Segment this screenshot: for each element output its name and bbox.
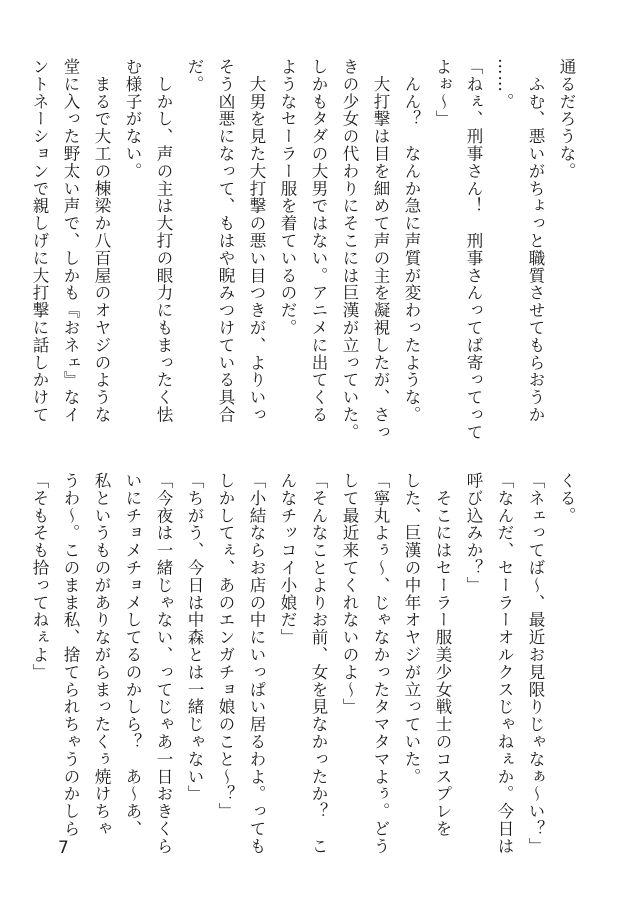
- text-line: 呼び込みか？」: [464, 472, 483, 594]
- text-line: いにチョメチョメしてるのかしら？ あ〜あ、: [123, 472, 142, 838]
- text-line: 「今夜は一緒じゃない、ってじゃあ一日おきくら: [154, 472, 173, 855]
- text-line: 大男を見た大打撃の悪い目つきが、よりいっ: [247, 58, 266, 424]
- page-number: 7: [58, 838, 69, 858]
- text-line: 大打撃は目を細めて声の主を凝視したが、さっ: [371, 58, 390, 441]
- text-line: うわ〜。このまま私、捨てられちゃうのかしら: [61, 472, 80, 838]
- text-line: ふむ、悪いがちょっと職質させてもらおうか: [526, 58, 545, 424]
- text-line: まるで大工の棟梁か八百屋のオヤジのような: [92, 58, 111, 424]
- text-line: 「そんなことよりお前、女を見なかったか？ こ: [309, 472, 328, 855]
- text-line: くる。: [557, 472, 576, 525]
- text-line: 「ちがう、今日は中森とは一緒じゃない」: [185, 472, 204, 803]
- text-line: 「そもそも拾ってねぇよ」: [30, 472, 49, 681]
- text-line: ……。: [495, 58, 514, 111]
- text-line: 通るだろうな。: [557, 58, 576, 180]
- text-line: んん？ なんか急に声質が変わったような。: [402, 58, 421, 424]
- text-line: よぉ〜」: [433, 58, 452, 128]
- upper-text-block: [30, 58, 582, 448]
- text-line: 「寧丸よぅ〜、じゃなかったタマタマよぅ。どう: [371, 472, 390, 855]
- text-line: しかし、声の主は大打の眼力にもまったく怯: [154, 58, 173, 424]
- text-line: 「小結ならお店の中にいっぱい居るわよ。っても: [247, 472, 266, 855]
- text-line: して最近来てくれないのよ〜」: [340, 472, 359, 716]
- text-line: んなチッコイ小娘だ」: [278, 472, 297, 646]
- text-line: だ。: [185, 58, 204, 93]
- text-line: しかしてぇ、あのエンガチョ娘のこと〜？」: [216, 472, 235, 820]
- text-line: 堂に入った野太い声で、しかも『おネェ』なイ: [61, 58, 80, 424]
- text-line: む様子がない。: [123, 58, 142, 180]
- text-line: そこにはセーラー服美少女戦士のコスプレを: [433, 472, 452, 838]
- text-line: 私というものがありながらまったくぅ焼けちゃ: [92, 472, 111, 838]
- text-line: ントネーションで親しげに大打撃に話しかけて: [30, 58, 49, 424]
- text-line: 「ネェってば〜、最近お見限りじゃなぁ〜い？」: [526, 472, 545, 855]
- text-line: しかもタダの大男ではない。アニメに出てくる: [309, 58, 328, 424]
- text-line: 「ねぇ、刑事さん！ 刑事さんってば寄ってって: [464, 58, 483, 441]
- text-line: した、巨漢の中年オヤジが立っていた。: [402, 472, 421, 786]
- text-line: きの少女の代わりにそこには巨漢が立っていた。: [340, 58, 359, 441]
- text-line: ようなセーラー服を着ているのだ。: [278, 58, 297, 337]
- text-line: そう凶悪になって、もはや睨みつけている具合: [216, 58, 235, 424]
- lower-text-block: [30, 472, 582, 862]
- text-line: 「なんだ、セーラーオルクスじゃねぇか。今日は: [495, 472, 514, 855]
